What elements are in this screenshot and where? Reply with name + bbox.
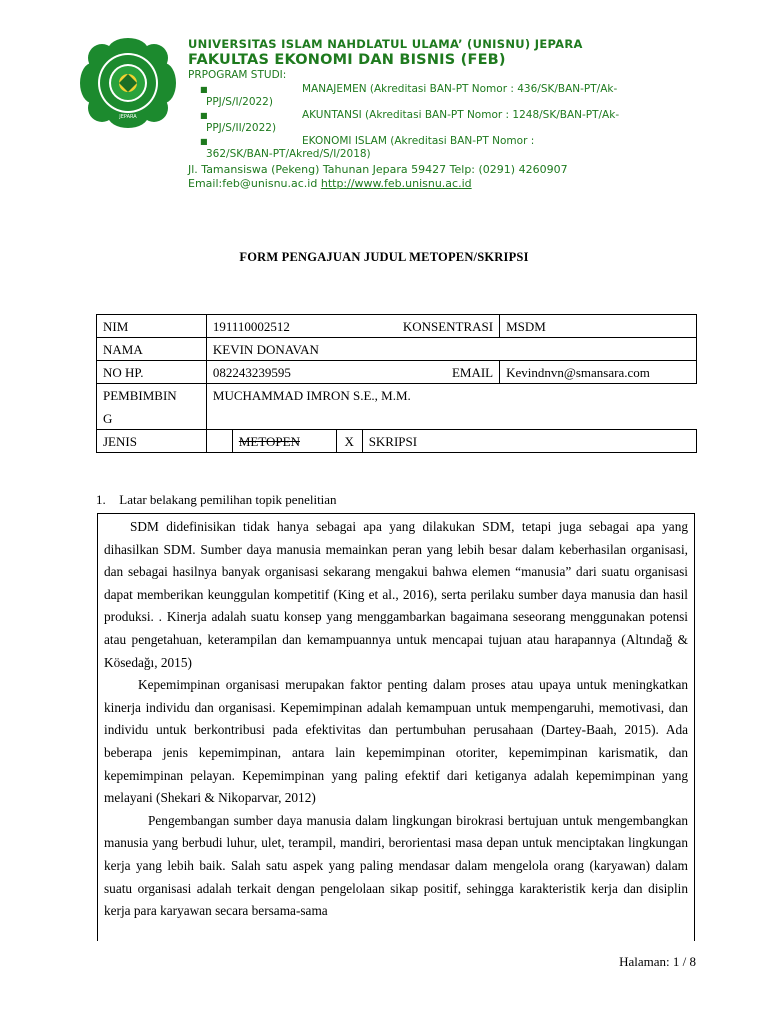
table-row bbox=[97, 384, 697, 430]
paragraph: SDM didefinisikan tidak hanya sebagai apa yang dilakukan SDM, tetapi juga sebagai apa yang dihasilkan SDM. Sumber daya manusia memainkan peran yang lebih besar dalam keberhasilan organisasi, dan sebagai hasilnya banyak organisasi sekarang mengakui bahwa elemen “manusia” dari suatu organisasi dapat memberikan keunggulan kompetitif (King et al., 2016), serta perilaku sumber daya manusia dan hasil produksi. . Kinerja adalah suatu konsep yang menggambarkan bagaimana seseorang menggunakan potensi atau pengetahuan, keterampilan dan kemampuannya untuk mencapai tujuan atau harapannya (Altındağ & Kösedağı, 2015) bbox=[104, 519, 688, 670]
svg-text:JEPARA: JEPARA bbox=[119, 114, 137, 120]
hp-cell bbox=[206, 361, 499, 384]
pembimbing-value: MUCHAMMAD IMRON S.E., M.M. bbox=[206, 384, 696, 430]
konsentrasi-label: KONSENTRASI bbox=[402, 319, 494, 334]
nim-label: NIM bbox=[97, 315, 207, 338]
email-value: Kevindnvn@smansara.com bbox=[500, 361, 697, 384]
student-info-table bbox=[96, 314, 697, 453]
square-bullet-icon: ■ bbox=[200, 85, 208, 94]
table-row bbox=[97, 361, 697, 384]
letterhead bbox=[188, 37, 748, 191]
program-item: ■ EKONOMI ISLAM (Akreditasi BAN-PT Nomor : 362/SK/BAN-PT/Akred/S/I/2018) bbox=[200, 135, 535, 160]
skripsi-option: SKRIPSI bbox=[362, 430, 696, 453]
table-row bbox=[97, 338, 697, 361]
program-item: ■ MANAJEMEN (Akreditasi BAN-PT Nomor : 436/SK/BAN-PT/Ak- PPJ/S/I/2022) bbox=[200, 83, 618, 108]
nim-value: 191110002512 bbox=[212, 319, 290, 334]
section-title: Latar belakang pemilihan topik penelitian bbox=[119, 492, 337, 507]
metopen-option: METOPEN bbox=[232, 430, 336, 453]
table-row bbox=[97, 430, 697, 453]
form-title: FORM PENGAJUAN JUDUL METOPEN/SKRIPSI bbox=[239, 250, 529, 264]
address: Jl. Tamansiswa (Pekeng) Tahunan Jepara 59427 Telp: (0291) 4260907 bbox=[188, 163, 568, 176]
website-link[interactable]: http://www.feb.unisnu.ac.id bbox=[320, 177, 472, 190]
nim-cell bbox=[206, 315, 499, 338]
pembimbing-label: PEMBIMBIN G bbox=[97, 384, 207, 430]
background-textbox bbox=[97, 513, 695, 941]
jenis-label: JENIS bbox=[97, 430, 207, 453]
section-number: 1. bbox=[96, 492, 106, 507]
program-item: ■ AKUNTANSI (Akreditasi BAN-PT Nomor : 1248/SK/BAN-PT/Ak- PPJ/S/II/2022) bbox=[200, 109, 620, 134]
nama-label: NAMA bbox=[97, 338, 207, 361]
paragraph: Pengembangan sumber daya manusia dalam lingkungan birokrasi bertujuan untuk mengembangkan manusia yang berbudi luhur, ulet, terampil, mandiri, berorientasi masa depan untuk menciptakan lingkungan kerja yang lebih baik. Salah satu aspek yang paling mendasar dalam mengelola orang (karyawan) dalam suatu organisasi adalah terkait dengan pengelolaan sikap positif, sehingga karakteristik kerja dan disiplin kerja para karyawan secara bersama-sama bbox=[104, 812, 688, 919]
square-bullet-icon: ■ bbox=[200, 111, 208, 120]
email-text: Email:feb@unisnu.ac.id bbox=[188, 177, 318, 190]
university-logo bbox=[78, 38, 178, 128]
university-name: UNIVERSITAS ISLAM NAHDLATUL ULAMA’ (UNISNU) JEPARA bbox=[188, 37, 583, 51]
konsentrasi-value: MSDM bbox=[500, 315, 697, 338]
nama-value: KEVIN DONAVAN bbox=[206, 338, 696, 361]
contact-line bbox=[188, 177, 748, 191]
metopen-checkbox[interactable] bbox=[206, 430, 232, 453]
table-row bbox=[97, 315, 697, 338]
email-label: EMAIL bbox=[451, 365, 494, 380]
page-number: Halaman: 1 / 8 bbox=[619, 954, 696, 969]
program-label: PRPOGRAM STUDI: bbox=[188, 69, 287, 81]
square-bullet-icon: ■ bbox=[200, 137, 208, 146]
skripsi-checkbox[interactable]: X bbox=[336, 430, 362, 453]
faculty-name: FAKULTAS EKONOMI DAN BISNIS (FEB) bbox=[188, 52, 506, 68]
section-heading bbox=[96, 492, 337, 508]
hp-label: NO HP. bbox=[97, 361, 207, 384]
paragraph: Kepemimpinan organisasi merupakan faktor penting dalam proses atau upaya untuk meningkatkan kinerja individu dan organisasi. Kepemimpinan adalah kemampuan untuk mempengaruhi, memotivasi, dan individu untuk berkontribusi pada efektivitas dan pertumbuhan perusahaan (Dartey-Baah, 2015). Ada beberapa jenis kepemimpinan, antara lain kepemimpinan otoriter, kepemimpinan karismatik, dan kepemimpinan pelayan. Kepemimpinan yang paling efektif dari ketiganya adalah kepemimpinan yang melayani (Shekari & Nikoparvar, 2012) bbox=[104, 677, 688, 806]
hp-value: 082243239595 bbox=[212, 365, 291, 380]
